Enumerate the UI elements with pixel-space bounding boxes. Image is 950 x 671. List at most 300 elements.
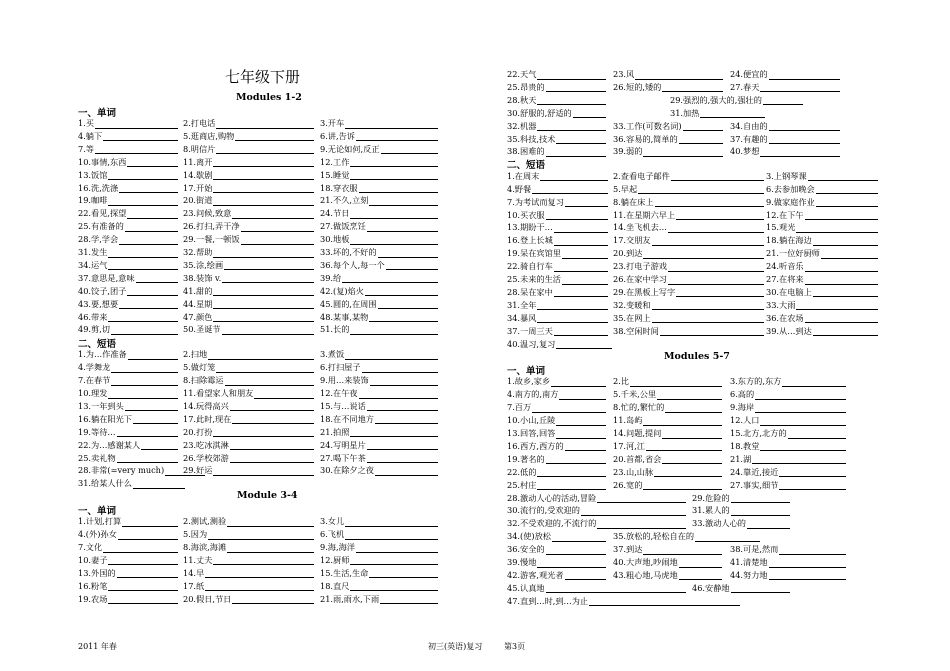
item-label: 33.坏的,不好的 [320,247,377,257]
word-row [0,479,950,491]
answer-blank[interactable] [565,579,606,580]
item-label: 28.呆在家中 [507,286,553,297]
phrase-row [0,209,950,221]
item-label: 30.在除夕之夜 [320,465,374,476]
item-label: 32.帮助 [183,247,213,257]
phrase-row [0,299,950,311]
word-row [0,156,950,168]
answer-blank[interactable] [208,359,314,360]
answer-blank[interactable] [816,193,878,194]
section-heading: 一、单词 [507,366,546,378]
answer-blank[interactable] [546,156,606,157]
item-label: 19.农场 [78,593,108,604]
item-label: 2.扫地 [183,349,208,360]
item-label: 38.空闲时间 [613,325,659,336]
item-label: 12.在午夜 [320,388,358,398]
answer-blank[interactable] [532,412,606,413]
item-label: 36.安全的 [507,544,545,555]
word-row [0,145,950,157]
answer-blank[interactable] [769,143,840,144]
item-label: 35.放松的,轻松自在的 [613,531,695,542]
answer-blank[interactable] [671,180,764,181]
answer-blank[interactable] [537,322,608,323]
answer-blank[interactable] [652,245,764,246]
item-label: 44.星期 [183,298,213,309]
item-label: 29.好运 [183,465,213,476]
item-label: 4.躺下 [78,130,103,141]
item-label: 30.地板 [320,234,350,245]
answer-blank[interactable] [643,425,722,426]
answer-blank[interactable] [808,180,878,181]
item-label: 7.为考试而复习 [507,196,564,207]
item-label: 36.每个人,每一个 [320,259,385,270]
answer-blank[interactable] [660,335,764,336]
item-label: 12.在下午 [766,209,804,220]
phrase-row [0,273,950,285]
answer-blank[interactable] [562,284,608,285]
answer-blank[interactable] [752,463,846,464]
word-row [0,569,950,581]
item-label: 40.梦想 [730,146,760,157]
item-label: 40.温习,复习 [507,338,556,349]
answer-blank[interactable] [554,245,608,246]
answer-blank[interactable] [350,166,438,167]
answer-blank[interactable] [565,206,608,207]
item-label: 5.因为 [183,529,208,540]
answer-blank[interactable] [779,489,846,490]
item-label: 22.天气 [507,69,537,79]
item-label: 1.计划,打算 [78,516,122,527]
word-row [0,133,950,145]
answer-blank[interactable] [546,592,686,593]
word-row [0,94,950,106]
item-label: 24.便宜的 [730,69,768,79]
item-label: 16.躺在阳光下 [78,413,132,424]
answer-blank[interactable] [760,91,840,92]
answer-blank[interactable] [695,541,760,542]
item-label: 16.西方,西方的 [507,440,564,451]
answer-blank[interactable] [769,130,840,131]
answer-blank[interactable] [546,219,608,220]
item-label: 5.逛商店,购物 [183,130,235,141]
answer-blank[interactable] [805,284,878,285]
answer-blank[interactable] [551,386,606,387]
answer-blank[interactable] [643,489,722,490]
answer-blank[interactable] [581,515,686,516]
item-label: 15.睡觉 [320,169,350,180]
item-label: 17.此时,现在 [183,413,232,424]
item-label: 42.游客,观光者 [507,569,564,580]
item-label: 26.打扫,弄干净 [183,221,240,232]
item-label: 10.小山,丘陵 [507,415,556,426]
answer-blank[interactable] [562,258,608,259]
answer-blank[interactable] [769,579,846,580]
answer-blank[interactable] [643,156,723,157]
item-label: 29.强烈的,强大的,强壮的 [670,94,762,105]
item-label: 35.涂,绘画 [183,259,224,270]
answer-blank[interactable] [643,258,764,259]
item-label: 9.海,海洋 [320,542,355,552]
answer-blank[interactable] [556,425,606,426]
item-label: 32.机器 [507,120,537,131]
item-label: 8.忙的,繁忙的 [613,402,665,413]
item-label: 31.加热 [670,107,700,118]
answer-blank[interactable] [554,296,608,297]
item-label: 11.岛屿 [613,415,643,426]
item-label: 24.听音乐 [766,261,804,272]
item-label: 7.在春节 [78,375,111,386]
item-label: 14.玩得高兴 [183,400,229,411]
answer-blank[interactable] [683,130,723,131]
answer-blank[interactable] [779,554,846,555]
answer-blank[interactable] [655,206,764,207]
item-label: 41.清楚地 [730,557,768,567]
word-row [0,543,950,555]
answer-blank[interactable] [813,335,878,336]
item-label: 5.做灯笼 [183,362,216,373]
answer-blank[interactable] [345,359,438,360]
answer-blank[interactable] [700,117,765,118]
word-row [0,361,950,373]
item-label: 24.写明星片 [320,439,366,450]
answer-blank[interactable] [565,450,606,451]
item-label: 36.在农场 [766,312,804,323]
item-label: 29.一餐,一顿饭 [183,234,240,245]
item-label: 14.早 [183,567,205,578]
answer-blank[interactable] [731,592,790,593]
item-label: 25.未来的生活 [507,274,561,284]
item-label: 23.打电子游戏 [613,261,667,272]
item-label: 50.圣诞节 [183,324,221,335]
item-label: 28.秋天 [507,94,537,105]
answer-blank[interactable] [676,219,764,220]
answer-blank[interactable] [537,489,606,490]
section-heading: 一、单词 [78,506,117,518]
item-label: 44.努力地 [730,569,768,580]
answer-blank[interactable] [556,348,612,349]
answer-blank[interactable] [554,335,608,336]
item-label: 23.问候,致意 [183,208,232,219]
item-label: 40.大声地,吵闹地 [613,557,678,567]
item-label: 2.比 [613,376,629,387]
item-label: 4.(外)孙女 [78,529,117,540]
item-label: 39.弱的 [613,146,643,157]
item-label: 19.呆在宾馆里 [507,248,561,259]
answer-blank[interactable] [813,245,878,246]
answer-blank[interactable] [657,399,722,400]
item-label: 12.人口 [730,415,760,426]
item-label: 13.外国的 [78,567,116,578]
word-row [0,582,950,594]
answer-blank[interactable] [731,515,790,516]
answer-blank[interactable] [537,130,606,131]
item-label: 6.打扫屋子 [320,362,361,373]
answer-blank[interactable] [111,372,178,373]
answer-blank[interactable] [537,79,606,80]
item-label: 19.著名的 [507,453,545,464]
item-label: 12.厨师 [320,554,350,565]
footer-subject: 初三(英语)复习 [428,642,483,651]
item-label: 30.舒服的,舒适的 [507,107,572,118]
answer-blank[interactable] [635,79,723,80]
answer-blank[interactable] [554,232,608,233]
answer-blank[interactable] [805,271,878,272]
answer-blank[interactable] [589,605,740,606]
answer-blank[interactable] [676,296,764,297]
answer-blank[interactable] [665,412,722,413]
item-label: 24.节日 [320,208,350,219]
item-label: 9.做家庭作业 [766,196,815,207]
item-label: 33.激动人心的 [692,518,746,529]
answer-blank[interactable] [643,554,722,555]
answer-blank[interactable] [546,463,606,464]
footer-page: 第3页 [504,642,526,651]
answer-blank[interactable] [731,502,790,503]
item-label: 14.问题,提问 [613,428,662,438]
phrase-row [0,325,950,337]
answer-blank[interactable] [556,143,606,144]
answer-blank[interactable] [796,232,878,233]
answer-blank[interactable] [537,476,606,477]
phrase-row [0,234,950,246]
answer-blank[interactable] [769,79,840,80]
answer-blank[interactable] [816,206,878,207]
section-heading: 二、短语 [507,160,546,172]
answer-blank[interactable] [796,309,878,310]
item-label: 11.看望家人和朋友 [183,388,254,398]
item-label: 21.一位好厨师 [766,248,820,259]
answer-blank[interactable] [546,554,606,555]
answer-blank[interactable] [213,166,314,167]
item-label: 38.困难的 [507,146,545,157]
answer-blank[interactable] [537,309,608,310]
answer-blank[interactable] [755,399,846,400]
item-label: 22.骑自行车 [507,261,553,272]
answer-blank[interactable] [638,193,764,194]
answer-blank[interactable] [760,425,846,426]
answer-blank[interactable] [216,372,314,373]
answer-blank[interactable] [540,180,608,181]
item-label: 20.街道 [183,195,213,206]
phrase-row [0,312,950,324]
answer-blank[interactable] [760,156,840,157]
answer-blank[interactable] [805,219,878,220]
phrase-row [0,170,950,182]
item-label: 21.不久,立刻 [320,195,369,206]
answer-blank[interactable] [532,193,608,194]
module-title: Modules 5-7 [664,351,730,363]
item-label: 18.在不同地方 [320,413,374,424]
section-heading: 一、单词 [78,108,117,119]
word-row [0,504,950,516]
answer-blank[interactable] [597,528,686,529]
item-label: 38.可是,然而 [730,544,779,555]
word-row [0,595,950,607]
answer-blank[interactable] [662,438,722,439]
answer-blank[interactable] [559,399,606,400]
word-row [0,348,950,363]
item-label: 9.无论如何,反正 [320,143,380,154]
item-label: 26.在家中学习 [613,274,667,284]
item-label: 7.等 [78,143,94,154]
item-label: 14.坐飞机去… [613,222,667,233]
item-label: 28.激动人心的活动,冒险 [507,492,597,503]
item-label: 51.长的 [320,324,350,335]
answer-blank[interactable] [779,476,846,477]
answer-blank[interactable] [679,579,722,580]
item-label: 35.科技,技术 [507,133,556,144]
item-label: 34.暴风 [507,312,537,323]
item-label: 3.开车 [320,118,345,128]
answer-blank[interactable] [546,91,606,92]
answer-blank[interactable] [782,386,846,387]
item-label: 48.某事,某物 [320,311,369,322]
answer-blank[interactable] [769,567,846,568]
item-label: 10.买衣服 [507,209,545,220]
answer-blank[interactable] [763,104,803,105]
item-label: 3.煮饭 [320,349,345,360]
item-label: 6.讲,告诉 [320,130,355,141]
word-row [0,440,950,452]
item-label: 10.理发 [78,388,108,398]
answer-blank[interactable] [654,476,722,477]
item-label: 27.事实,细节 [730,479,779,490]
item-label: 1.为…作准备 [78,349,127,360]
answer-blank[interactable] [127,166,178,167]
item-label: 8.海滨,海滩 [183,542,227,552]
item-label: 27.喝下午茶 [320,452,366,463]
answer-blank[interactable] [747,528,790,529]
word-row [0,556,950,568]
item-label: 23.风 [613,69,635,79]
answer-blank[interactable] [813,296,878,297]
item-label: 42.(复)焰火 [320,285,364,296]
item-label: 39.给 [320,272,342,283]
item-label: 22.看见,探望 [78,208,127,219]
answer-blank[interactable] [662,463,722,464]
answer-blank[interactable] [788,438,846,439]
word-row [0,530,950,542]
item-label: 18.躺在海边 [766,235,812,246]
item-label: 1.在周末 [507,170,540,181]
answer-blank[interactable] [679,567,722,568]
answer-blank[interactable] [760,450,846,451]
item-label: 19.等待… [78,426,116,437]
item-label: 24.靠近,接近 [730,466,779,477]
item-label: 37.到达 [613,544,643,555]
answer-blank[interactable] [573,117,606,118]
item-label: 13.一年到头 [78,400,124,411]
answer-blank[interactable] [537,567,606,568]
answer-blank[interactable] [805,322,878,323]
item-label: 41.甜的 [183,285,213,296]
item-label: 31.全年 [507,299,537,310]
answer-blank[interactable] [597,502,686,503]
item-label: 37.有趣的 [730,133,768,144]
item-label: 6.高的 [730,389,755,400]
phrase-row [0,286,950,298]
item-label: 15.生活,生命 [320,567,369,578]
answer-blank[interactable] [821,258,878,259]
item-label: 25.村庄 [507,479,537,490]
item-label: 31.发生 [78,247,108,257]
answer-blank[interactable] [646,450,722,451]
answer-blank[interactable] [755,412,846,413]
phrase-row [0,221,950,233]
item-label: 46.带来 [78,311,108,322]
item-label: 17.河,江 [613,440,645,451]
word-row [0,453,950,465]
answer-blank[interactable] [662,91,723,92]
item-label: 2.打电话 [183,118,216,128]
item-label: 1.故乡,家乡 [507,376,551,387]
word-row [0,427,950,439]
item-label: 2.查看电子邮件 [613,170,670,181]
item-label: 29.在黑板上写字 [613,286,676,297]
answer-blank[interactable] [537,104,606,105]
answer-blank[interactable] [679,143,723,144]
item-label: 39.从…到达 [766,325,812,336]
item-label: 18.直尺 [320,580,350,591]
item-label: 23.吃冰淇淋 [183,439,229,450]
item-label: 21.湖 [730,453,752,464]
phrase-row [0,247,950,259]
answer-blank[interactable] [668,232,764,233]
item-label: 32.变暖和 [613,299,651,310]
answer-blank[interactable] [552,541,606,542]
item-label: 18.教堂 [730,440,760,451]
item-label: 33.工作(可数名词) [613,120,682,131]
answer-blank[interactable] [362,372,438,373]
item-label: 35.在网上 [613,312,651,323]
item-label: 19.咖啡 [78,195,108,206]
word-row [0,375,950,387]
item-label: 40.饺子,团子 [78,285,127,296]
answer-blank[interactable] [556,438,606,439]
item-label: 30.在电脑上 [766,286,812,297]
item-label: 37.一周三天 [507,325,553,336]
item-label: 26.学校郊游 [183,452,229,463]
item-label: 16.登上长城 [507,235,553,246]
footer-year: 2011 年春 [78,642,117,651]
item-label: 15.观光 [766,222,796,233]
item-label: 4.学舞龙 [78,362,111,373]
word-row [0,492,950,504]
item-label: 16.粉笔 [78,580,108,591]
answer-blank[interactable] [652,322,764,323]
answer-blank[interactable] [128,359,178,360]
item-label: 13.回答,回答 [507,428,556,438]
item-label: 46.安静地 [692,582,730,593]
item-label: 8.躺在床上 [613,196,654,207]
item-label: 18.穿衣服 [320,182,358,193]
module-title: Module 3-4 [237,490,298,502]
answer-blank[interactable] [630,386,722,387]
item-label: 43.要,想要 [78,298,119,309]
answer-blank[interactable] [668,271,764,272]
answer-blank[interactable] [668,284,764,285]
item-label: 25.昂贵的 [507,81,545,92]
phrase-row [0,183,950,195]
item-label: 49.剪,切 [78,324,110,335]
item-label: 10.妻子 [78,554,108,565]
item-label: 45.圆的,在周围 [320,298,377,309]
item-label: 27.春天 [730,81,760,92]
answer-blank[interactable] [554,271,608,272]
item-label: 34.自由的 [730,120,768,131]
answer-blank[interactable] [652,309,764,310]
item-label: 47.颜色 [183,311,213,322]
